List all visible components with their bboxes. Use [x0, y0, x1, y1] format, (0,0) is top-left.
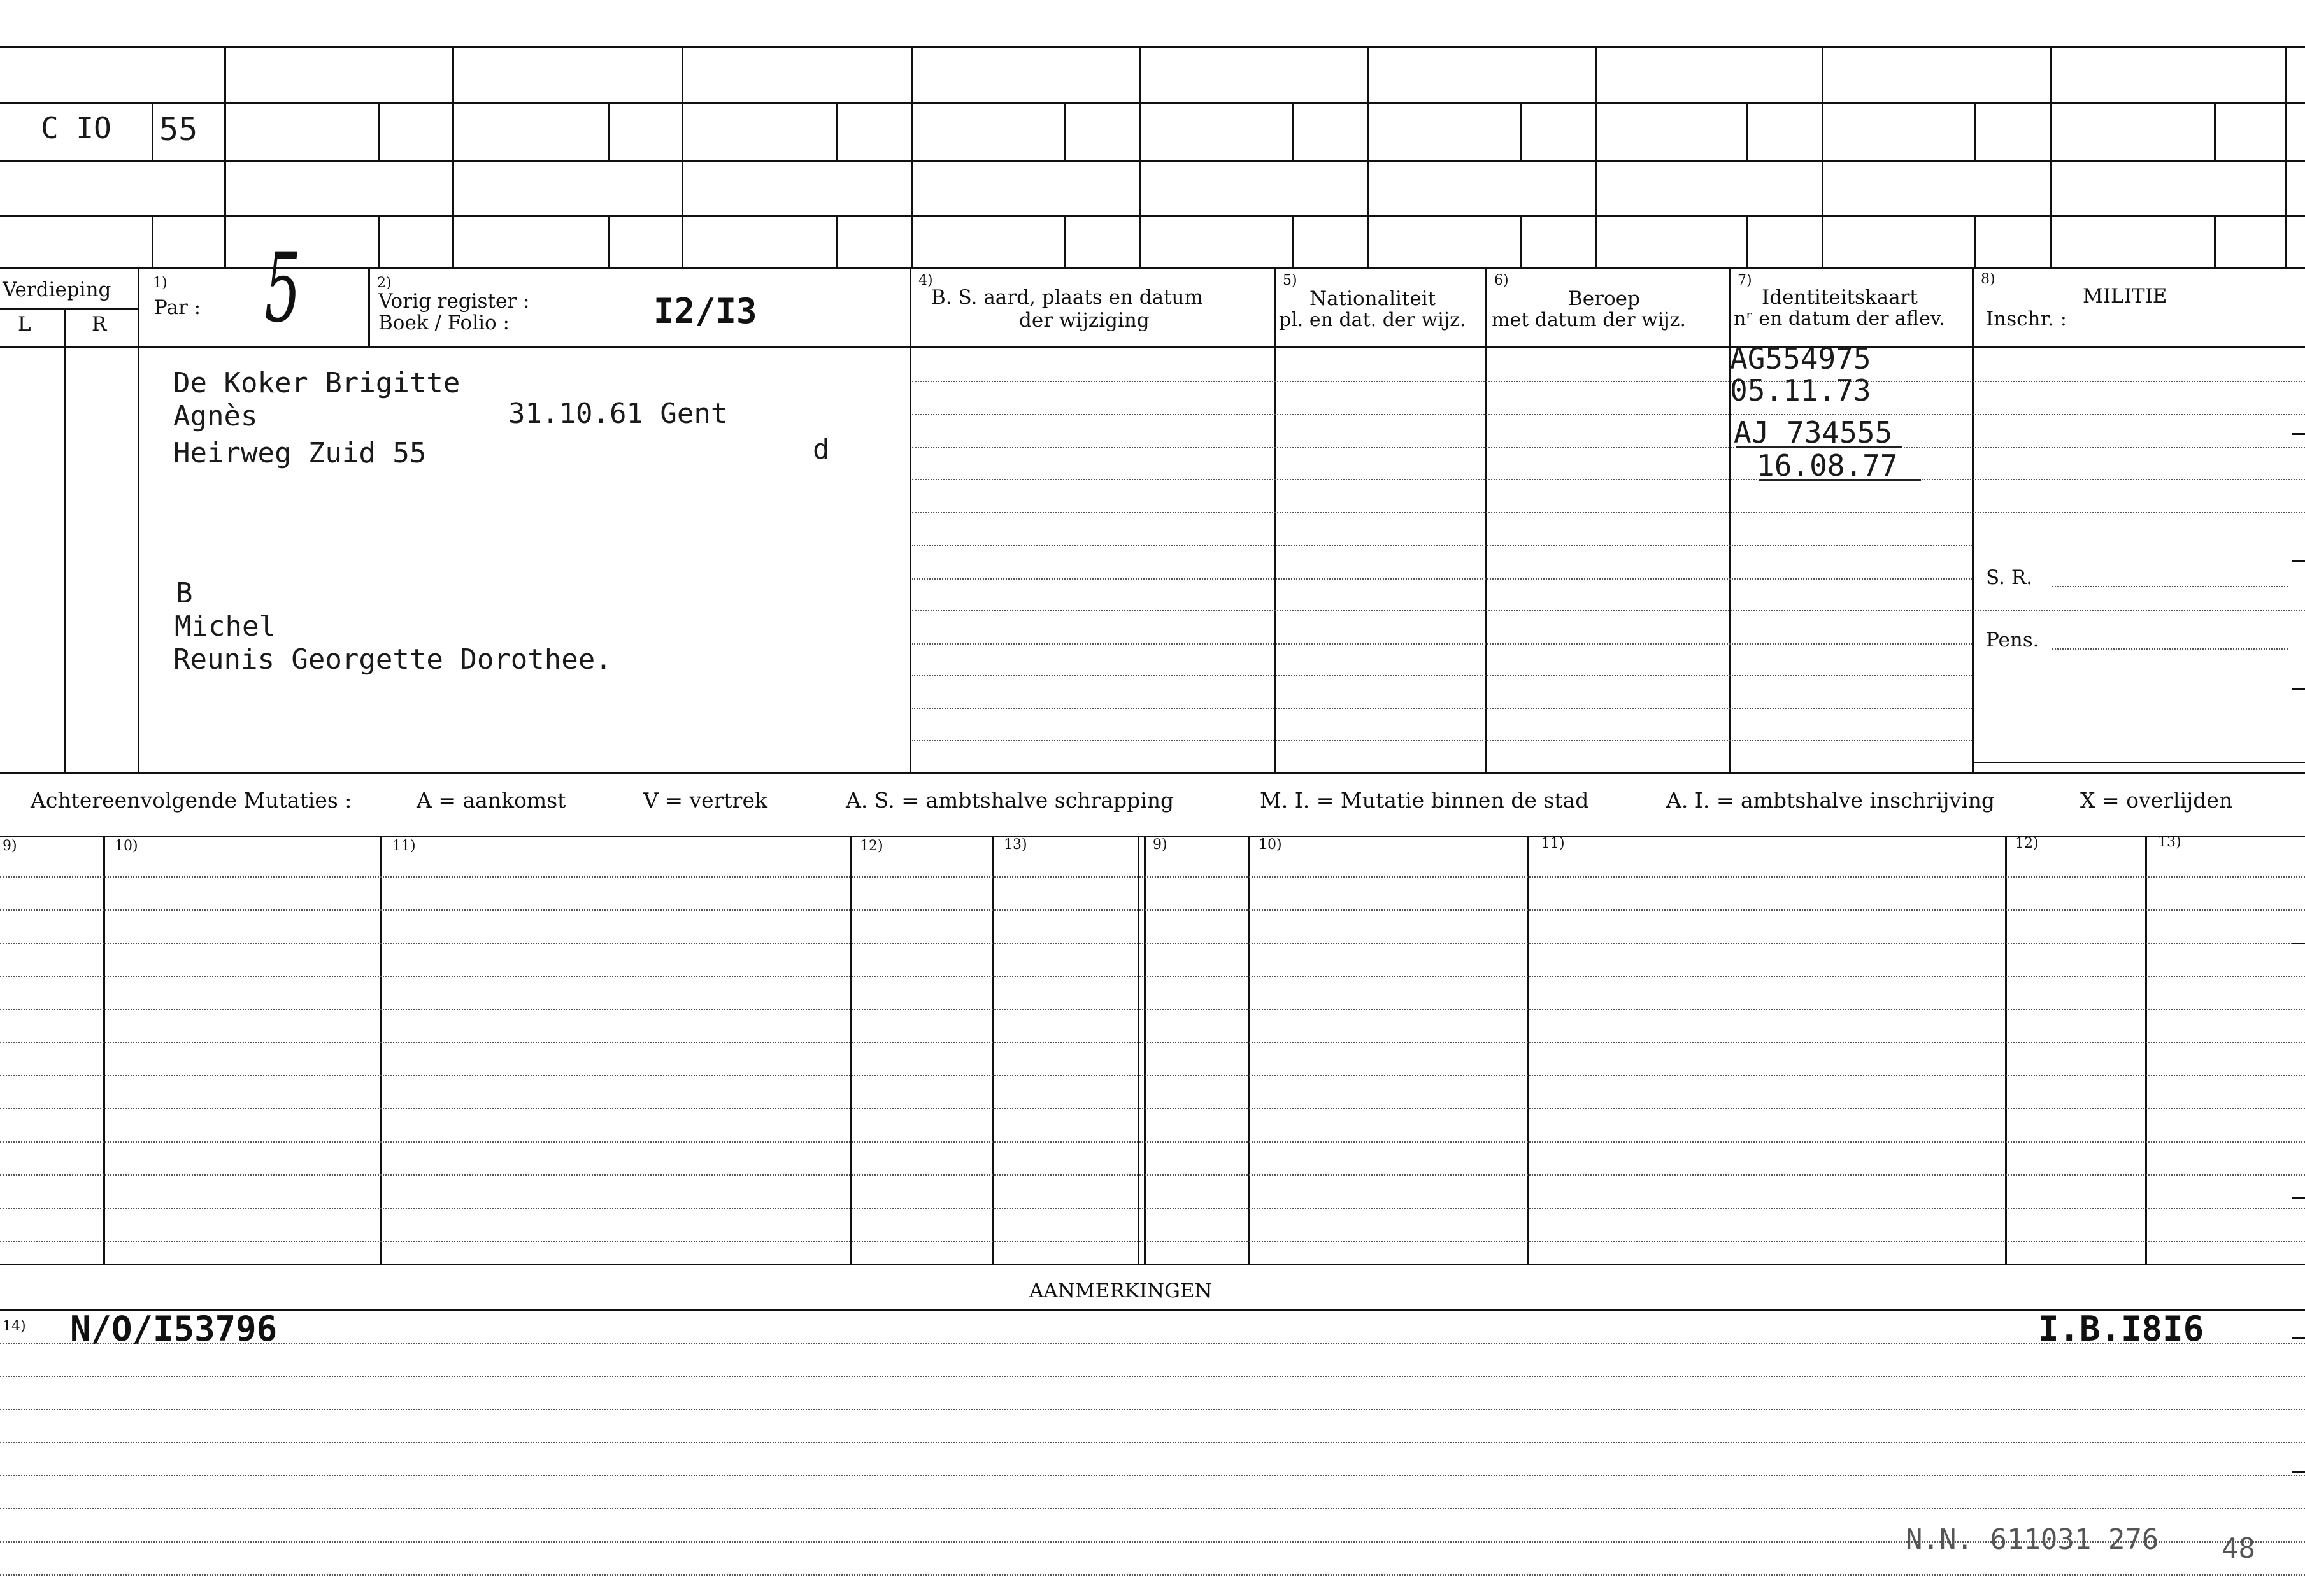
grid-line [1292, 215, 1294, 267]
grid-line [1527, 836, 1529, 1264]
grid-line [1248, 836, 1250, 1264]
identity-underline [1736, 446, 1902, 448]
verdieping-label: Verdieping [3, 278, 111, 301]
grid-line [1972, 269, 1974, 772]
person-mark: d [813, 433, 830, 466]
grid-line [1822, 46, 1823, 269]
ruled-line [0, 1574, 2305, 1576]
grid-line [836, 102, 838, 160]
vorig-register-value: I2/I3 [653, 291, 757, 331]
column-number: 7) [1738, 273, 1752, 289]
floor-r-label: R [92, 313, 107, 336]
column-number: 1) [153, 275, 168, 291]
ruled-line [912, 447, 2305, 448]
grid-line [2145, 836, 2147, 1264]
grid-line [1274, 269, 1276, 772]
person-b: B [176, 577, 193, 609]
grid-line [1292, 102, 1294, 160]
column-number: 12) [2015, 836, 2039, 851]
column-number: 9) [1153, 837, 1167, 853]
nationaliteit-label: Nationaliteit [1309, 287, 1436, 310]
grid-line [2285, 46, 2287, 269]
grid-line [0, 772, 2305, 774]
page-number: 48 [2222, 1532, 2255, 1565]
grid-line [378, 102, 380, 160]
national-number: N.N. 611031 276 [1906, 1523, 2159, 1556]
grid-line [1139, 46, 1141, 269]
register-code: C IO [41, 111, 111, 145]
ruled-line [0, 943, 2305, 944]
grid-line [452, 46, 454, 269]
grid-line [911, 46, 913, 269]
column-number: 11) [1541, 836, 1565, 851]
grid-line [0, 46, 2305, 48]
bs-wijziging-label: der wijziging [1019, 309, 1150, 332]
grid-line [910, 269, 911, 772]
column-number: 11) [392, 838, 416, 854]
grid-line [138, 269, 139, 772]
grid-line [152, 102, 153, 160]
identity-card-1: AG554975 [1730, 341, 1871, 376]
grid-line [1974, 102, 1976, 160]
margin-tick [2292, 688, 2305, 690]
ruled-line [912, 479, 2305, 480]
grid-line [2214, 102, 2216, 160]
grid-line [0, 1309, 2305, 1311]
inschr-label: Inschr. : [1986, 308, 2067, 331]
bs-aard-label: B. S. aard, plaats en datum [931, 286, 1203, 309]
grid-line [0, 160, 2305, 162]
column-number: 13) [1004, 837, 1027, 853]
grid-line [1485, 269, 1487, 772]
aanmerkingen-title: AANMERKINGEN [1029, 1279, 1212, 1302]
ruled-line [2052, 586, 2288, 587]
nationaliteit-sub-label: pl. en dat. der wijz. [1279, 309, 1466, 331]
register-number: 55 [159, 111, 198, 148]
ruled-line [912, 512, 2305, 513]
margin-tick [2292, 1471, 2305, 1473]
ruled-line [0, 1409, 2305, 1410]
person-partner: Michel [175, 610, 276, 643]
ruled-line [912, 708, 1972, 709]
ruled-line [0, 1108, 2305, 1109]
ruled-line [2052, 648, 2288, 650]
grid-line [2005, 836, 2007, 1264]
grid-line [103, 836, 105, 1264]
ruled-line [0, 1009, 2305, 1010]
ruled-line [0, 1241, 2305, 1242]
grid-line [1144, 836, 1146, 1264]
ruled-line [912, 414, 2305, 415]
identiteitskaart-label: Identiteitskaart [1762, 286, 1918, 309]
beroep-label: Beroep [1568, 287, 1640, 310]
grid-line [1367, 46, 1369, 269]
ruled-line [0, 1174, 2305, 1176]
grid-line [1520, 215, 1522, 267]
grid-line [0, 267, 2305, 269]
grid-line [64, 308, 66, 773]
grid-line [1064, 102, 1066, 160]
grid-line [368, 269, 370, 346]
grid-line [836, 215, 838, 267]
grid-line [608, 215, 610, 267]
identiteitskaart-sub-label: nʳ en datum der aflev. [1734, 308, 1945, 330]
grid-line [1520, 102, 1522, 160]
ruled-line [0, 909, 2305, 911]
legend-overlijden: X = overlijden [2080, 788, 2233, 813]
grid-line [1064, 215, 1066, 267]
column-number: 2) [377, 275, 392, 291]
column-number: 10) [1259, 837, 1282, 853]
grid-line [1974, 762, 2305, 763]
column-number: 4) [918, 273, 933, 289]
grid-line [2214, 215, 2216, 267]
column-number: 5) [1283, 273, 1297, 289]
militie-label: MILITIE [2083, 285, 2167, 308]
ruled-line [0, 1141, 2305, 1143]
grid-line [378, 215, 380, 267]
legend-inschrijving: A. I. = ambtshalve inschrijving [1666, 788, 1995, 813]
ruled-line [0, 1042, 2305, 1043]
pens-label: Pens. [1986, 629, 2039, 652]
column-number: 12) [860, 838, 883, 854]
person-first-name: Agnès [173, 400, 258, 432]
margin-tick [2292, 943, 2305, 944]
grid-line [152, 215, 153, 267]
ruled-line [912, 610, 2305, 611]
grid-line [1974, 215, 1976, 267]
person-birth: 31.10.61 Gent [508, 397, 728, 430]
ruled-line [912, 545, 1972, 546]
mutaties-title: Achtereenvolgende Mutaties : [31, 788, 352, 813]
column-number: 8) [1981, 271, 1995, 287]
floor-l-label: L [18, 313, 31, 336]
ruled-line [912, 740, 1972, 741]
margin-tick [2292, 1337, 2305, 1339]
ruled-line [0, 1208, 2305, 1209]
ruled-line [912, 578, 1972, 580]
grid-line [1595, 46, 1597, 269]
column-number: 6) [1494, 273, 1509, 289]
margin-tick [2292, 560, 2305, 562]
column-number: 10) [115, 838, 138, 854]
ruled-line [0, 1508, 2305, 1509]
person-address: Heirweg Zuid 55 [173, 437, 427, 469]
grid-line [850, 836, 852, 1264]
legend-schrapping: A. S. = ambtshalve schrapping [846, 788, 1174, 813]
identity-date-2: 16.08.77 [1757, 448, 1898, 483]
grid-line [1746, 215, 1748, 267]
beroep-sub-label: met datum der wijz. [1492, 309, 1686, 331]
vorig-register-label: Vorig register : [378, 290, 530, 313]
grid-line [0, 215, 2305, 217]
grid-line [0, 1264, 2305, 1265]
ruled-line [912, 381, 2305, 382]
column-number: 14) [3, 1318, 26, 1334]
par-label: Par : [154, 296, 201, 319]
ruled-line [0, 1343, 2305, 1344]
grid-line [608, 102, 610, 160]
grid-line [1746, 102, 1748, 160]
par-handwritten-value: 5 [264, 233, 301, 344]
boek-folio-label: Boek / Folio : [378, 311, 510, 334]
identity-underline [1759, 479, 1921, 481]
grid-line [224, 46, 226, 269]
person-name: De Koker Brigitte [173, 367, 460, 399]
margin-tick [2292, 1197, 2305, 1199]
grid-line [0, 308, 138, 310]
ruled-line [912, 643, 1972, 645]
ruled-line [0, 1475, 2305, 1476]
ruled-line [0, 1075, 2305, 1076]
grid-line [0, 346, 2305, 348]
sr-label: S. R. [1986, 566, 2033, 589]
grid-line [992, 836, 994, 1264]
legend-mutatie: M. I. = Mutatie binnen de stad [1260, 788, 1589, 813]
ruled-line [912, 675, 1972, 676]
grid-line [1138, 836, 1139, 1264]
ruled-line [0, 976, 2305, 977]
legend-vertrek: V = vertrek [643, 788, 767, 813]
aanmerking-reference: N/O/I53796 [70, 1309, 278, 1349]
grid-line [682, 46, 683, 269]
aanmerking-ib-number: I.B.I8I6 [2038, 1309, 2204, 1349]
grid-line [380, 836, 382, 1264]
identity-card-2: AJ 734555 [1734, 415, 1893, 450]
column-number: 13) [2158, 834, 2181, 850]
grid-line [0, 102, 2305, 104]
ruled-line [0, 876, 2305, 878]
ruled-line [0, 1376, 2305, 1377]
margin-tick [2292, 433, 2305, 435]
person-mother: Reunis Georgette Dorothee. [173, 643, 612, 676]
grid-line [2050, 46, 2052, 269]
ruled-line [0, 1442, 2305, 1443]
identity-date-1: 05.11.73 [1730, 373, 1871, 408]
column-number: 9) [3, 838, 17, 854]
legend-aankomst: A = aankomst [417, 788, 566, 813]
